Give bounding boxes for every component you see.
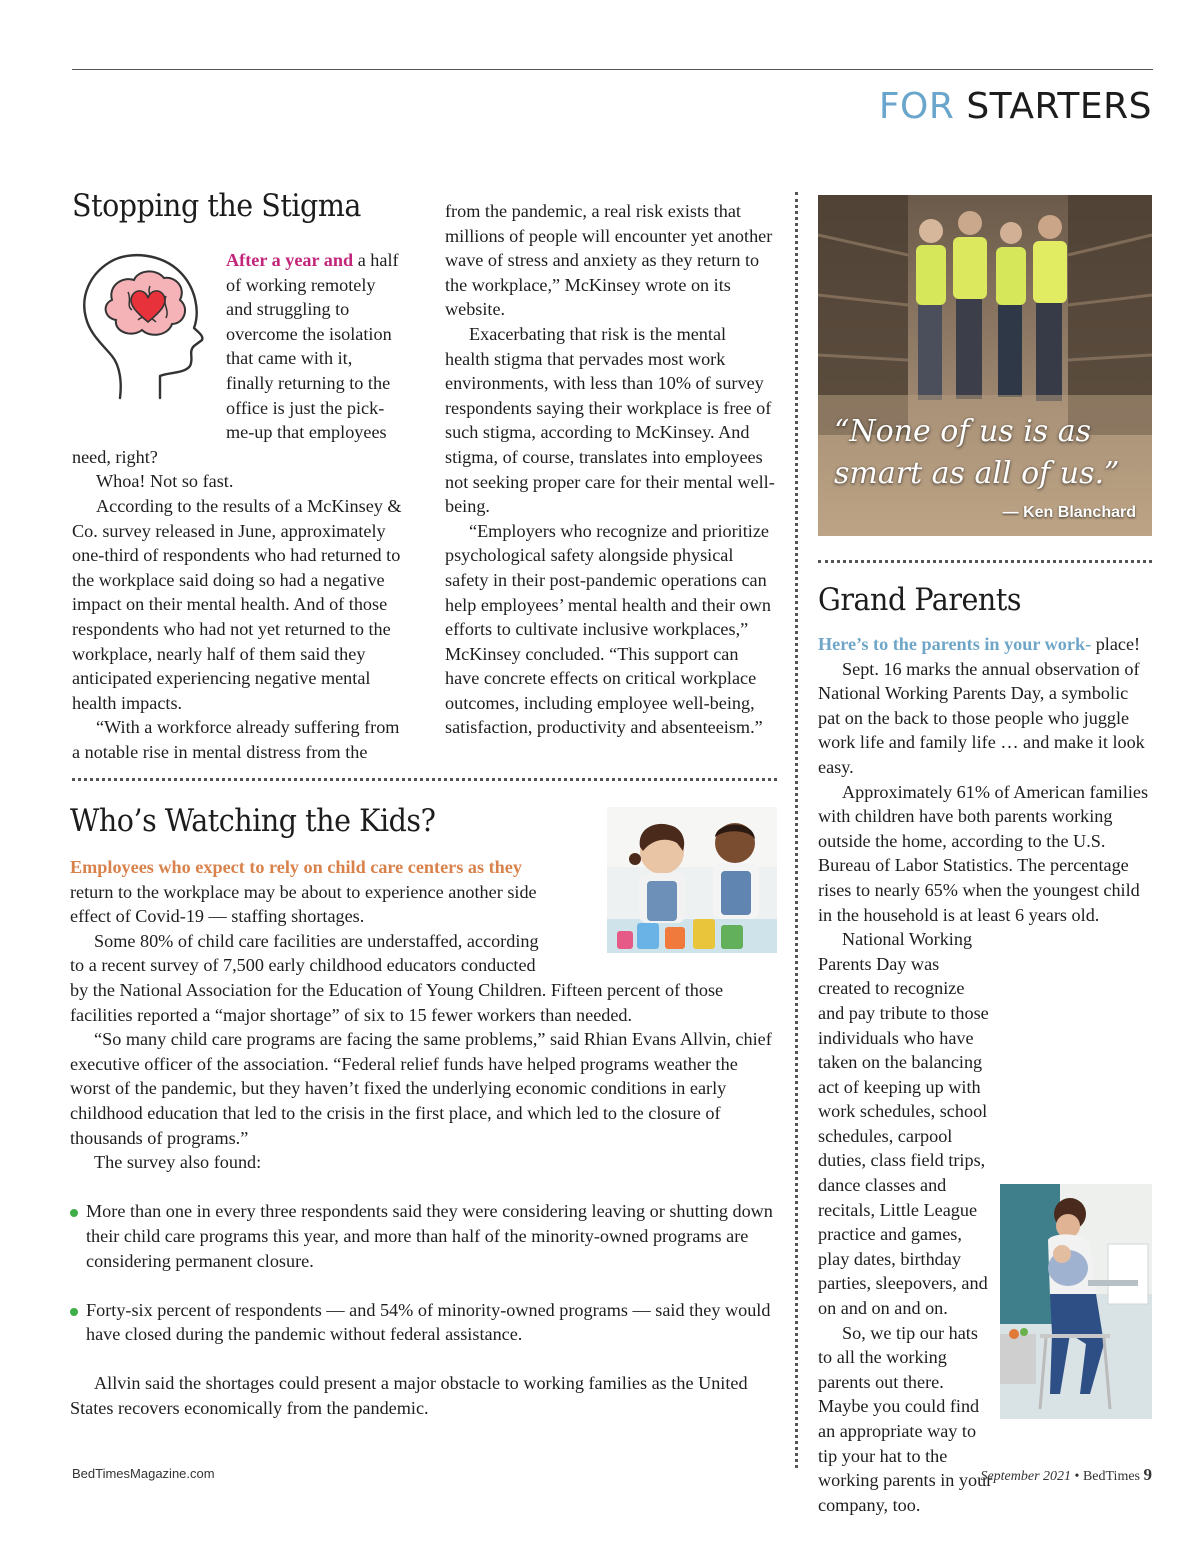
working-parent-photo: [1000, 1184, 1152, 1419]
footer-separator: •: [1074, 1469, 1080, 1484]
stigma-p4-cont: from the pandemic, a real risk exists that millions of people will encounter yet another wave of stress and anxiety as they return to the workplace,” McKinsey wrote on its website.: [445, 201, 773, 320]
divider-vertical: [795, 192, 798, 1468]
parents-headline: Grand Parents: [818, 582, 1022, 618]
stigma-p1: a half of working remotely and struggling to overcome the isolation that came with it, finally returning to the office is just the pick-me-up that employees need, right?: [72, 250, 399, 467]
stigma-headline: Stopping the Stigma: [72, 188, 361, 224]
stigma-p5: Exacerbating that risk is the mental health stigma that pervades most work environments, with less than 10% of survey respondents saying their workplace is free of such stigma, according to McKinsey. And stigma, of course, translates into employees not seeking proper care for their mental well-being.: [445, 323, 775, 517]
parents-p3: Approximately 61% of American families with children have both parents working outside the home, according to the U.S. Bureau of Labor Statistics. The percentage rises to nearly 65% when the youngest child in the household is at least 6 years old.: [818, 781, 1149, 925]
parents-p2: Sept. 16 marks the annual observation of National Working Parents Day, a symbolic pat on the back to those people who juggle work life and family life … and make it look easy.: [818, 658, 1145, 777]
footer-page-number: 9: [1143, 1465, 1152, 1484]
stigma-lead: After a year and: [226, 250, 354, 270]
stigma-p4: “With a workforce already suffering from a notable rise in mental distress from the: [72, 717, 400, 762]
footer-magazine: BedTimes: [1082, 1469, 1140, 1484]
footer-website: BedTimesMagazine.com: [72, 1466, 215, 1481]
kids-p3: “So many child care programs are facing the same problems,” said Rhian Evans Allvin, chief executive officer of the association. “Federal relief funds have helped programs weather the worst of the pandemic, but they haven’t fixed the underlying economic conditions in early childhood education that led to the crisis in the first place, and which led to the closure of thousands of programs.”: [70, 1029, 772, 1148]
stigma-column-2: [445, 199, 775, 740]
kids-p4: The survey also found:: [94, 1152, 262, 1173]
stigma-p3: According to the results of a McKinsey & Co. survey released in June, approximately one-third of respondents who had returned to the workplace said doing so had a negative impact on their mental health. And of those respondents who had not yet returned to the workplace, nearly half of them said they anticipated experiencing negative mental health impacts.: [72, 495, 402, 713]
bullet-dot-icon: [70, 1308, 78, 1316]
quote-author: — Ken Blanchard: [1002, 504, 1136, 521]
quote-text: “None of us is as smart as all of us.”: [834, 414, 1120, 491]
kids-body: [70, 855, 775, 1421]
warehouse-photo: [818, 195, 1152, 536]
kids-photo-spacer: [557, 855, 775, 955]
divider-horizontal-left: [72, 778, 777, 781]
stigma-column-1: [72, 248, 404, 764]
kids-bullet-2: Forty-six percent of respondents — and 54% of minority-owned programs — said they would have closed during the pandemic without federal assistance.: [70, 1298, 775, 1347]
parents-p1: place!: [1095, 634, 1141, 654]
kids-headline: Who’s Watching the Kids?: [70, 803, 436, 839]
kids-lead: Employees who expect to rely on child care centers as they: [70, 857, 522, 877]
stigma-p2: Whoa! Not so fast.: [96, 471, 234, 492]
kids-p2: Some 80% of child care facilities are understaffed, according to a recent survey of 7,500 early childhood educators conducted by the National Association for the Education of Young Children. Fifteen percent of those facilities reported a “major shortage” of six to 15 fewer workers than needed.: [70, 930, 724, 1025]
kids-p1: return to the workplace may be about to experience another side effect of Covid-19 — staffing shortages.: [70, 881, 537, 927]
stigma-p6: “Employers who recognize and prioritize psychological safety alongside physical safety in their post-pandemic operations can help employees’ mental health and their own efforts to cultivate inclusive workplaces,” McKinsey concluded. “This support can have concrete effects on critical workplace outcomes, including employee well-being, satisfaction, productivity and absenteeism.”: [445, 520, 771, 738]
section-title: [879, 86, 1152, 127]
kids-bullet-1: More than one in every three respondents said they were considering leaving or shutting down their child care programs this year, and more than half of the minority-owned programs are considering permanent closure.: [70, 1199, 775, 1273]
kids-bullet-list: [70, 1199, 775, 1347]
kids-p5: Allvin said the shortages could present a major obstacle to working families as the United States recovers economically from the pandemic.: [70, 1373, 748, 1419]
footer-folio: [980, 1465, 1152, 1485]
parents-photo-spacer: [1000, 1423, 1152, 1553]
divider-horizontal-right: [818, 560, 1152, 563]
bullet-dot-icon: [70, 1209, 78, 1217]
parents-p5: So, we tip our hats to all the working parents out there. Maybe you could find an appropriate way to tip your hat to the working parents in your company, too.: [818, 1322, 993, 1515]
footer-issue: September 2021: [980, 1469, 1072, 1484]
section-title-for: FOR: [878, 86, 955, 127]
brain-heart-icon: [72, 248, 226, 424]
section-title-starters: STARTERS: [966, 86, 1152, 127]
parents-lead: Here’s to the parents in your work-: [818, 634, 1092, 654]
parents-p4: National Working Parents Day was created to recognize and pay tribute to those individuals who have taken on the balancing act of keeping up with work schedules, school schedules, carpool duties, class field trips, dance classes and recitals, Little League practice and games, play dates, birthday parties, sleepovers, and on and on and on.: [818, 929, 989, 1319]
top-rule: [72, 69, 1153, 70]
